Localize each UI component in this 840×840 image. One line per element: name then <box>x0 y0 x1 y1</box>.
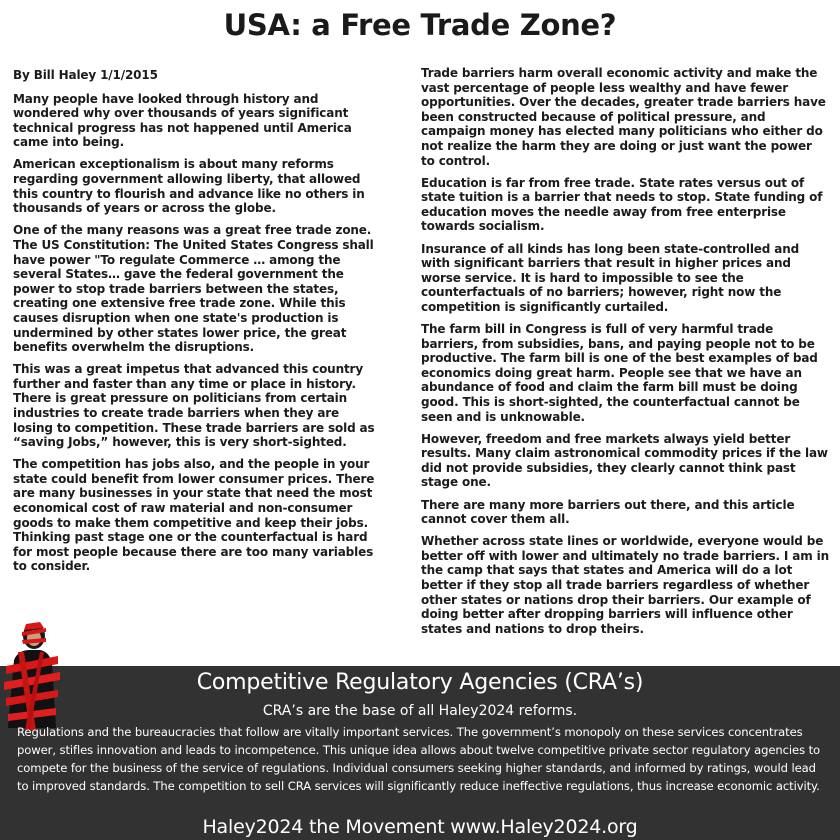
article-right-column <box>421 66 829 644</box>
article-paragraph: This was a great impetus that advanced this country further and faster than any time or place in history. There is great pressure on politicians from certain industries to create trade barriers when they are losing to competition. These trade barriers are sold as “saving Jobs,” however, this is very short-sighted. <box>13 362 375 450</box>
article-paragraph: One of the many reasons was a great free trade zone. The US Constitution: The United States Congress shall have power "To regulate Commerce … among the several States… gave the federal government the power to stop trade barriers between the states, creating one extensive free trade zone. While this causes disruption when one state's production is undermined by other states lower price, the great benefits overwhelm the disruptions. <box>13 223 374 355</box>
article-paragraph: Whether across state lines or worldwide, everyone would be better off with lower and ultimately no trade barriers. I am in the camp that says that states and America will do a lot better if they stop all trade barriers regardless of whether other states or nations drop their barriers. Our example of doing better after dropping barriers will influence other states and nations to drop theirs. <box>421 534 829 636</box>
article-left-column <box>13 68 375 582</box>
banner-heading: Competitive Regulatory Agencies (CRA’s) <box>196 670 644 695</box>
article-title: USA: a Free Trade Zone? <box>223 8 617 42</box>
article-paragraph: American exceptionalism is about many reforms regarding government allowing liberty, that allowed this country to flourish and advance like no others in thousands of years or across the globe. <box>13 157 365 216</box>
article-paragraph: There are many more barriers out there, and this article cannot cover them all. <box>421 497 795 527</box>
article-paragraph: The competition has jobs also, and the people in your state could benefit from lower consumer prices. There are many businesses in your state that need the most economical cost of raw material and non-consumer goods to make them competitive and keep their jobs. Thinking past stage one or the counterfactual is hard for most people because there are too many variables to consider. <box>13 457 375 574</box>
article-paragraph: Insurance of all kinds has long been state-controlled and with significant barriers that result in higher prices and worse service. It is hard to impossible to see the counterfactuals of no barriers; however, right now the competition is significantly curtailed. <box>421 241 800 314</box>
article-paragraph: Trade barriers harm overall economic activity and make the vast percentage of people less wealthy and have fewer opportunities. Over the decades, greater trade barriers have been constructed because of political pressure, and campaign money has elected many politicians who either do not realize the harm they are doing or just want the power to control. <box>421 66 826 168</box>
byline: By Bill Haley 1/1/2015 <box>13 68 158 82</box>
article-paragraph: Many people have looked through history and wondered why over thousands of years significant technical progress has not happened until America came into being. <box>13 91 352 150</box>
article-paragraph: Education is far from free trade. State rates versus out of state tuition is a barrier that needs to stop. State funding of education moves the needle away from free enterprise towards socialism. <box>421 175 823 234</box>
banner-body-text: Regulations and the bureaucracies that follow are vitally important services. The government’s monopoly on these services concentrates power, stifles innovation and leads to incompetence. This unique idea allows about twelve competitive private sector regulatory agencies to compete for the business of the service of regulations. Individual consumers seeking higher standards, and informed by ratings, would lead to improved standards. The competition to sell CRA services will significantly reduce ineffective regulations, thus increase economic activity. <box>17 725 821 793</box>
banner-footer-link[interactable]: Haley2024 the Movement www.Haley2024.org <box>202 816 638 838</box>
article-paragraph: However, freedom and free markets always yield better results. Many claim astronomical commodity prices if the law did not provide subsidies, they clearly cannot think past stage one. <box>421 431 828 490</box>
banner-subheading: CRA’s are the base of all Haley2024 reforms. <box>262 703 578 719</box>
article-paragraph: The farm bill in Congress is full of very harmful trade barriers, from subsidies, bans, and paying people not to be productive. The farm bill is one of the best examples of bad economics doing great harm. People see that we have an abundance of food and claim the farm bill must be doing good. This is short-sighted, the counterfactual cannot be seen and is unknowable. <box>421 322 818 424</box>
